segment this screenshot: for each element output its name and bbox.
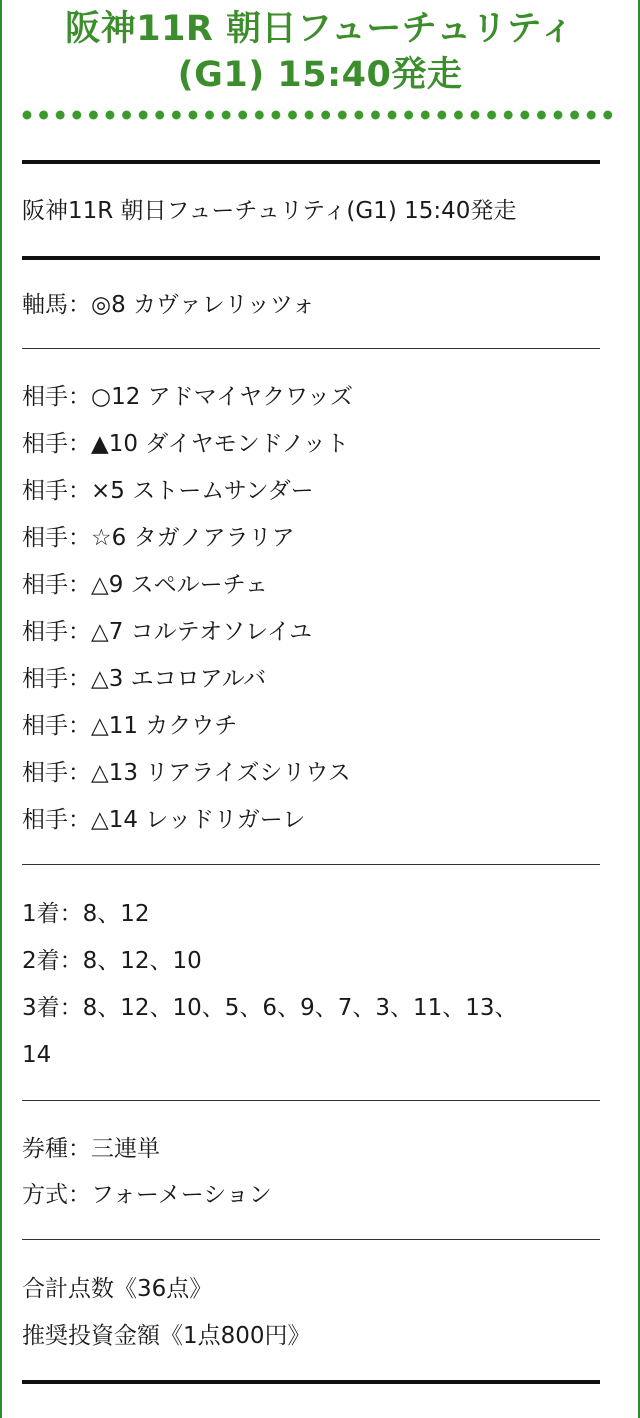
opponent-item: 相手：○12 アドマイヤクワッズ [22,384,354,410]
title-line-2: (G1) 15:40発走 [177,55,463,95]
opponent-item: 相手：▲10 ダイヤモンドノット [22,431,349,457]
thick-divider [22,1380,600,1384]
race-line: 阪神11R 朝日フューチュリティ(G1) 15:40発走 [22,198,517,224]
thick-divider [22,256,600,260]
opponent-item: 相手：△13 リアライズシリウス [22,760,351,786]
opponent-item: 相手：△14 レッドリガーレ [22,807,306,833]
total-points: 合計点数《36点》 [22,1276,213,1302]
ticket-type: 券種：三連単 [22,1136,160,1162]
divider [22,1100,600,1101]
divider [22,864,600,865]
title-line-1: 阪神11R 朝日フューチュリティ [65,9,575,49]
thick-divider [22,160,600,164]
opponent-item: 相手：△11 カクウチ [22,713,238,739]
bet-method: 方式：フォーメーション [22,1182,272,1208]
page-title [0,6,640,98]
opponent-item: 相手：△3 エコロアルバ [22,666,267,692]
divider [22,1239,600,1240]
dotted-divider [22,110,620,120]
finish-1st: 1着：8、12 [22,901,150,927]
axis-horse: 軸馬：◎8 カヴァレリッツォ [22,292,315,318]
finish-2nd: 2着：8、12、10 [22,948,202,974]
finish-3rd: 3着：8、12、10、5、6、9、7、3、11、13、 [22,995,518,1021]
recommended-bet: 推奨投資金額《1点800円》 [22,1323,311,1349]
opponent-item: 相手：△7 コルテオソレイユ [22,619,313,645]
opponent-item: 相手：☆6 タガノアラリア [22,525,295,551]
finish-3rd-cont: 14 [22,1042,52,1068]
opponent-item: 相手：×5 ストームサンダー [22,478,314,504]
opponent-item: 相手：△9 スペルーチェ [22,572,268,598]
divider [22,348,600,349]
